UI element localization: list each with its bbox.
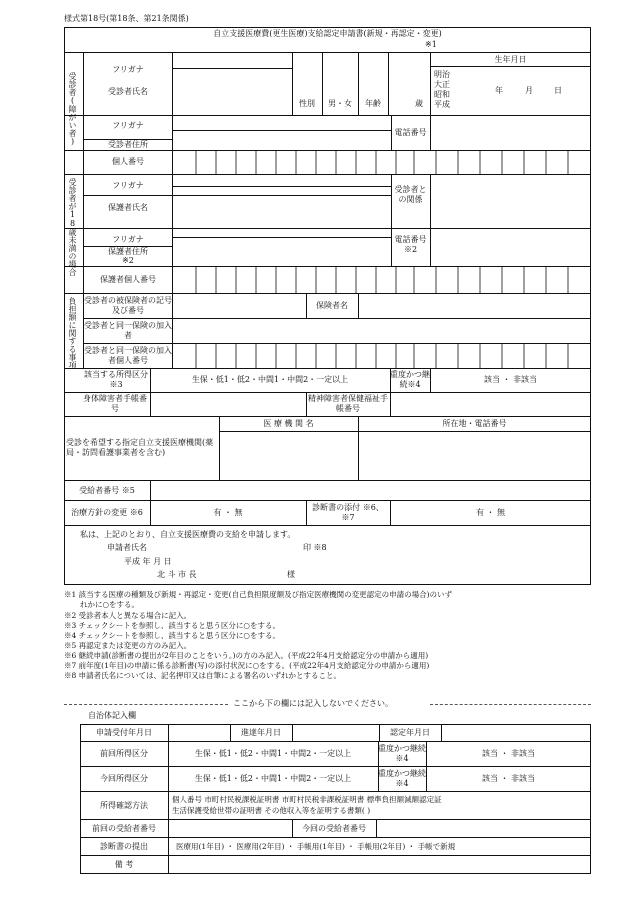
age-label: 年齢 bbox=[365, 99, 381, 108]
furigana-guardian: フリガナ bbox=[112, 181, 144, 190]
policy-change-label: 治療方針の変更 ※6 bbox=[71, 508, 143, 517]
municipal-title: 自治体記入欄 bbox=[88, 711, 136, 720]
prev-income-label: 前回所得区分 bbox=[100, 749, 148, 758]
furigana-address: フリガナ bbox=[112, 121, 144, 130]
note-line: ※8 申請者氏名については、記名押印又は自筆による署名のいずれかとすること。 bbox=[64, 671, 342, 680]
same-insurance-label: 受診者と同一保険の加入者 bbox=[84, 321, 172, 340]
form-title: 自立支援医療費(更生医療)支給認定申請書(新規・再認定・変更) bbox=[213, 29, 442, 38]
income-class-label: 該当する所得区分 ※3 bbox=[84, 370, 148, 389]
era-taisho: 大正 bbox=[434, 80, 450, 89]
cert-submit-options[interactable]: 医療用(1年目) ・ 医療用(2年目) ・ 手帳用(1年目) ・ 手帳用(2年目) ・ 手帳で新規 bbox=[176, 842, 456, 851]
gender-options[interactable]: 男・女 bbox=[328, 99, 352, 108]
severe-continue-label: 重度かつ継続※4 bbox=[390, 370, 430, 389]
era-showa: 昭和 bbox=[434, 90, 450, 99]
note-2: ※2 bbox=[122, 256, 134, 265]
patient-phone-label: 電話番号 bbox=[394, 128, 427, 137]
note-line: ※3 チェックシートを参照し、該当すると思う区分に○をする。 bbox=[64, 621, 280, 630]
income-method-line2: 生活保護受給世帯の証明書 その他収入等を証明する書類( ) bbox=[172, 806, 371, 815]
note-line: ※4 チェックシートを参照し、該当すると思う区分に○をする。 bbox=[64, 631, 280, 640]
insurer-name-label: 保険者名 bbox=[316, 301, 348, 310]
prev-severe-label: 重度かつ継続※4 bbox=[378, 744, 426, 763]
note-line: ※5 再認定または変更の方のみ記入。 bbox=[64, 641, 192, 650]
date-line: 平成 年 月 日 bbox=[124, 557, 172, 566]
note-line: ※6 継続申請(診断書の提出が2年目のことをいう。)の方のみ記入。(平成22年4月支給認定分の申請から適用) bbox=[64, 651, 429, 660]
guardian-personal-number-label: 保護者個人番号 bbox=[100, 274, 156, 284]
gender-label: 性別 bbox=[299, 99, 315, 108]
note-line: ※2 受診者本人と異なる場合に記入。 bbox=[64, 611, 192, 620]
seal-label: 印 ※8 bbox=[303, 543, 327, 552]
burden-group-label: 負担額に関する事項 bbox=[68, 297, 77, 369]
institution-name-header: 医 療 機 関 名 bbox=[263, 419, 314, 428]
medical-cert-options[interactable]: 有 ・ 無 bbox=[475, 508, 506, 517]
curr-income-label: 今回所得区分 bbox=[100, 774, 148, 783]
policy-change-options[interactable]: 有 ・ 無 bbox=[213, 508, 243, 517]
birth-day-label: 日 bbox=[554, 86, 562, 95]
note-line: ※1 該当する医療の種類及び新規・再認定・変更(自己負担限度額及び指定医療機関の変更認定の申請の場合)のいず bbox=[64, 590, 453, 599]
personal-number-label: 個人番号 bbox=[112, 157, 144, 166]
same-insurance-number-label: 受診者と同一保険の加入者個人番号 bbox=[84, 346, 172, 365]
cut-line-text: ここから下の欄には記入しないでください。 bbox=[233, 699, 393, 708]
guardian-phone-label: 電話番号 ※2 bbox=[394, 235, 427, 254]
prev-severe-options[interactable]: 該当 ・ 非該当 bbox=[481, 749, 536, 758]
curr-recipient-label: 今回の受給者番号 bbox=[302, 823, 366, 833]
declaration: 私は、上記のとおり、自立支援医療費の支給を申請します。 bbox=[80, 530, 296, 539]
institution-label: 受診を希望する指定自立支援医療機関(薬局・訪問看護事業者を含む) bbox=[66, 438, 214, 457]
income-options[interactable]: 生保・低1・低2・中間1・中間2・一定以上 bbox=[191, 375, 349, 384]
curr-severe-label: 重度かつ継続※4 bbox=[378, 769, 426, 788]
income-method-line1: 個人番号 市町村民税課税証明書 市町村民税非課税証明書 標準負担額減額認定証 bbox=[172, 795, 442, 804]
location-phone-header: 所在地・電話番号 bbox=[442, 419, 507, 428]
receipt-date-label: 申請受付年月日 bbox=[96, 727, 152, 737]
prev-recipient-label: 前回の受給者番号 bbox=[92, 823, 156, 833]
note-line: れかに○をする。 bbox=[80, 600, 140, 609]
birth-year-label: 年 bbox=[495, 86, 503, 95]
relation-label: 受診者との関係 bbox=[394, 185, 427, 204]
medical-cert-label: 診断書の添付 ※6、※7 bbox=[312, 503, 384, 522]
mayor-label: 北 斗 市 長 bbox=[157, 570, 197, 579]
patient-group-label: 受診者(障がい者) bbox=[68, 72, 77, 146]
birthdate-header: 生年月日 bbox=[494, 54, 527, 64]
era-meiji: 明治 bbox=[434, 70, 450, 79]
guardian-group-label: 受診者が18歳未満の場合 bbox=[68, 178, 77, 276]
income-method-label: 所得確認方法 bbox=[100, 800, 148, 810]
remarks-label: 備 考 bbox=[114, 860, 134, 869]
approval-date-label: 認定年月日 bbox=[390, 727, 430, 737]
sama-label: 様 bbox=[287, 570, 295, 579]
birth-month-label: 月 bbox=[525, 86, 533, 95]
curr-severe-options[interactable]: 該当 ・ 非該当 bbox=[481, 774, 536, 783]
curr-income-options[interactable]: 生保・低1・低2・中間1・中間2・一定以上 bbox=[194, 774, 352, 783]
disability-cert-label: 身体障害者手帳番号 bbox=[83, 394, 147, 413]
guardian-name-label: 保護者氏名 bbox=[108, 203, 148, 212]
applicant-name-label: 申請者氏名 bbox=[107, 543, 147, 552]
severe-continue-options[interactable]: 該当 ・ 非該当 bbox=[483, 375, 538, 384]
transfer-date-label: 進達年月日 bbox=[241, 727, 281, 737]
note-ref-1: ※1 bbox=[425, 40, 437, 49]
era-heisei: 平成 bbox=[434, 100, 450, 109]
patient-address-label: 受診者住所 bbox=[108, 140, 148, 149]
furigana-guardian-address: フリガナ bbox=[112, 235, 144, 244]
cert-submit-label: 診断書の提出 bbox=[100, 841, 148, 851]
age-unit: 歳 bbox=[415, 99, 423, 108]
furigana-patient: フリガナ bbox=[112, 65, 144, 74]
note-line: ※7 前年度(1年目)の申請に係る診断書(写)の添付状況に○をする。(平成22年4月支給認定分の申請から適用) bbox=[64, 661, 430, 670]
mental-cert-label: 精神障害者保健福祉手帳番号 bbox=[308, 394, 388, 413]
form-number: 様式第18号(第18条、第21条関係) bbox=[64, 14, 189, 23]
prev-income-options[interactable]: 生保・低1・低2・中間1・中間2・一定以上 bbox=[194, 749, 352, 758]
patient-name-label: 受診者氏名 bbox=[108, 87, 148, 96]
recipient-number-label: 受給者番号 ※5 bbox=[79, 485, 135, 495]
guardian-address-label: 保護者住所 bbox=[108, 247, 148, 256]
insured-symbol-label: 受診者の被保険者の記号及び番号 bbox=[84, 296, 172, 315]
